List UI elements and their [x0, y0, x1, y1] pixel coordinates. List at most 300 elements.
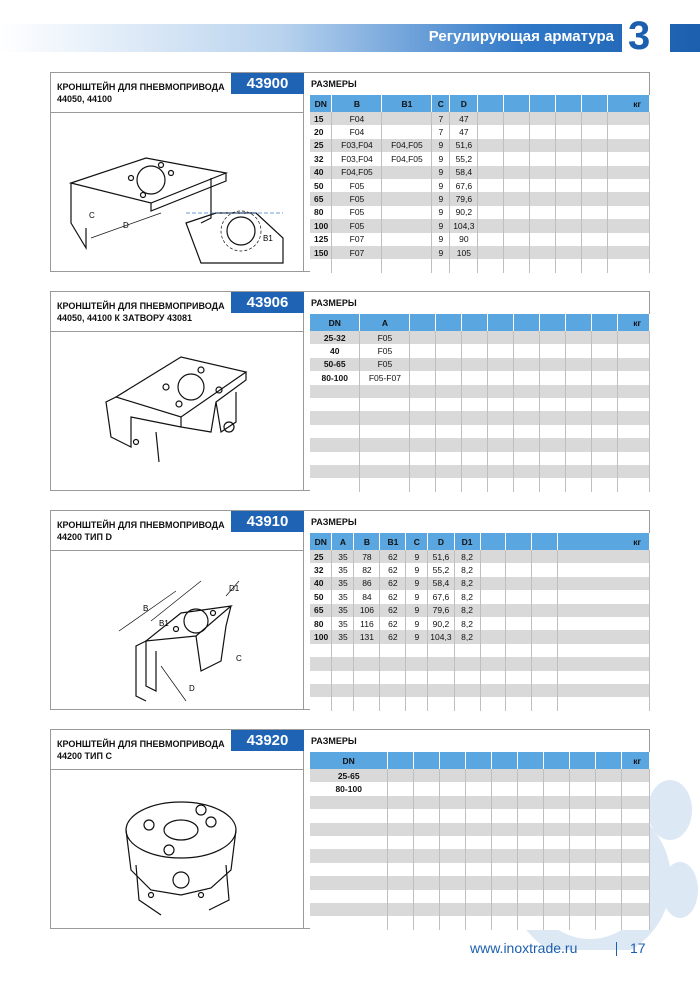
table-cell: [518, 903, 544, 916]
table-cell: [410, 344, 436, 357]
section-header-band: [0, 24, 700, 52]
table-cell: [608, 233, 650, 246]
table-row: [310, 371, 650, 384]
table-cell: [480, 604, 506, 617]
table-cell: [514, 358, 540, 371]
column-header: кг: [621, 752, 649, 769]
table-cell: [608, 219, 650, 232]
column-header: [556, 95, 582, 112]
table-cell: [488, 452, 514, 465]
table-cell: [514, 331, 540, 344]
column-header: [570, 752, 596, 769]
table-cell: [440, 836, 466, 849]
table-cell: [388, 823, 414, 836]
table-cell: [518, 823, 544, 836]
table-cell: [504, 166, 530, 179]
table-cell: [360, 425, 410, 438]
table-cell: [558, 577, 650, 590]
table-cell: [556, 246, 582, 259]
table-cell: [592, 411, 618, 424]
bracket-43910-icon: [51, 551, 304, 709]
column-header: [466, 752, 492, 769]
table-cell: [310, 259, 332, 272]
table-cell: [388, 903, 414, 916]
table-cell: [570, 890, 596, 903]
table-cell: 8,2: [454, 550, 480, 563]
table-cell: 9: [432, 152, 450, 165]
page-footer: [470, 940, 646, 956]
table-cell: [488, 465, 514, 478]
table-cell: 80: [310, 617, 332, 630]
table-row: [310, 890, 650, 903]
table-cell: [492, 796, 518, 809]
table-cell: [621, 782, 649, 795]
table-cell: [310, 478, 360, 491]
table-cell: [596, 863, 622, 876]
table-cell: [480, 590, 506, 603]
table-cell: [382, 233, 432, 246]
bracket-drawing: [51, 113, 304, 271]
table-row: [310, 125, 650, 138]
table-cell: [621, 876, 649, 889]
table-cell: [488, 478, 514, 491]
table-cell: [414, 836, 440, 849]
table-cell: 65: [310, 192, 332, 205]
table-cell: 86: [354, 577, 380, 590]
table-cell: 80-100: [310, 782, 388, 795]
table-cell: [414, 823, 440, 836]
table-cell: [410, 371, 436, 384]
table-cell: [556, 139, 582, 152]
table-cell: [504, 219, 530, 232]
table-cell: [492, 769, 518, 782]
table-row: [310, 823, 650, 836]
table-cell: [428, 644, 454, 657]
table-cell: [310, 644, 332, 657]
table-row: [310, 644, 650, 657]
table-cell: [466, 796, 492, 809]
table-cell: [410, 452, 436, 465]
product-block-43910: [50, 510, 650, 710]
table-cell: [380, 644, 406, 657]
dim-label-d: D: [123, 221, 129, 230]
table-cell: [608, 152, 650, 165]
table-cell: [310, 438, 360, 451]
table-cell: [596, 903, 622, 916]
table-cell: [354, 697, 380, 710]
table-row: [310, 152, 650, 165]
table-cell: [506, 657, 532, 670]
table-cell: [504, 152, 530, 165]
column-header: [592, 314, 618, 331]
table-cell: [310, 890, 388, 903]
table-cell: [617, 425, 649, 438]
table-cell: [462, 452, 488, 465]
table-row: [310, 604, 650, 617]
table-cell: [617, 398, 649, 411]
table-cell: [596, 782, 622, 795]
column-header: [488, 314, 514, 331]
table-cell: 9: [406, 617, 428, 630]
column-header: [492, 752, 518, 769]
table-cell: [454, 697, 480, 710]
table-cell: [621, 769, 649, 782]
table-cell: 20: [310, 125, 332, 138]
table-cell: [518, 916, 544, 929]
table-cell: [566, 371, 592, 384]
table-cell: [462, 344, 488, 357]
table-cell: [621, 916, 649, 929]
table-cell: [540, 465, 566, 478]
table-cell: [608, 192, 650, 205]
table-cell: [332, 644, 354, 657]
page-number: 17: [630, 940, 646, 956]
table-row: [310, 697, 650, 710]
table-cell: [406, 644, 428, 657]
table-cell: 7: [432, 112, 450, 125]
table-cell: [488, 331, 514, 344]
table-cell: [466, 809, 492, 822]
table-cell: [354, 657, 380, 670]
table-cell: [478, 259, 504, 272]
column-header: A: [360, 314, 410, 331]
table-cell: [310, 657, 332, 670]
table-cell: [310, 836, 388, 849]
table-cell: 8,2: [454, 590, 480, 603]
column-header: [462, 314, 488, 331]
product-name-line1: КРОНШТЕЙН ДЛЯ ПНЕВМОПРИВОДА: [57, 301, 225, 311]
table-cell: [354, 684, 380, 697]
table-cell: [582, 166, 608, 179]
table-cell: [570, 836, 596, 849]
table-cell: [514, 438, 540, 451]
table-cell: [478, 139, 504, 152]
table-cell: [530, 152, 556, 165]
table-cell: [608, 179, 650, 192]
table-cell: [570, 796, 596, 809]
table-cell: [558, 644, 650, 657]
table-cell: [492, 876, 518, 889]
table-cell: [596, 836, 622, 849]
website-link[interactable]: www.inoxtrade.ru: [470, 940, 578, 956]
table-cell: [558, 563, 650, 576]
table-cell: [440, 796, 466, 809]
dim-label-b1: B1: [159, 619, 169, 628]
bracket-43920-icon: [51, 770, 304, 928]
column-header: B: [332, 95, 382, 112]
table-cell: [488, 438, 514, 451]
table-cell: 50: [310, 590, 332, 603]
table-cell: [558, 657, 650, 670]
table-cell: 32: [310, 563, 332, 576]
table-cell: [454, 671, 480, 684]
table-cell: [592, 425, 618, 438]
table-cell: 9: [406, 550, 428, 563]
table-cell: [558, 550, 650, 563]
column-header: [388, 752, 414, 769]
table-cell: [462, 411, 488, 424]
table-cell: [532, 630, 558, 643]
table-cell: [428, 684, 454, 697]
dimensions-table: [310, 95, 650, 273]
table-cell: [518, 849, 544, 862]
table-cell: [466, 890, 492, 903]
table-cell: [621, 903, 649, 916]
table-cell: [332, 697, 354, 710]
bracket-drawing: [51, 770, 304, 928]
table-cell: [570, 863, 596, 876]
table-cell: [592, 371, 618, 384]
table-cell: [440, 903, 466, 916]
table-cell: [462, 358, 488, 371]
table-cell: [544, 863, 570, 876]
table-row: [310, 331, 650, 344]
table-cell: 78: [354, 550, 380, 563]
table-cell: [360, 385, 410, 398]
table-cell: [388, 890, 414, 903]
product-name-line2: 44050, 44100: [57, 94, 113, 104]
table-row: [310, 590, 650, 603]
table-cell: 32: [310, 152, 332, 165]
table-cell: [582, 259, 608, 272]
table-cell: [566, 358, 592, 371]
table-cell: 62: [380, 577, 406, 590]
table-cell: [540, 344, 566, 357]
table-cell: [530, 139, 556, 152]
table-cell: [462, 398, 488, 411]
table-row: [310, 809, 650, 822]
table-cell: [410, 331, 436, 344]
table-cell: 9: [432, 192, 450, 205]
column-header: B: [354, 533, 380, 550]
table-cell: [480, 550, 506, 563]
table-cell: 150: [310, 246, 332, 259]
product-name-line1: КРОНШТЕЙН ДЛЯ ПНЕВМОПРИВОДА: [57, 520, 225, 530]
table-cell: [608, 139, 650, 152]
table-cell: [617, 385, 649, 398]
table-cell: [462, 438, 488, 451]
table-cell: 9: [432, 179, 450, 192]
table-cell: 105: [450, 246, 478, 259]
table-cell: [592, 344, 618, 357]
table-cell: [414, 876, 440, 889]
table-cell: [310, 697, 332, 710]
table-cell: [566, 465, 592, 478]
table-cell: [540, 425, 566, 438]
column-header: D: [428, 533, 454, 550]
table-cell: F05: [332, 192, 382, 205]
table-cell: [462, 385, 488, 398]
column-header: кг: [558, 533, 650, 550]
table-cell: [388, 876, 414, 889]
table-cell: 55,2: [450, 152, 478, 165]
table-cell: 9: [406, 630, 428, 643]
table-cell: 40: [310, 166, 332, 179]
table-cell: [532, 604, 558, 617]
table-cell: F03,F04: [332, 139, 382, 152]
product-code: 43910: [231, 511, 304, 532]
table-cell: 125: [310, 233, 332, 246]
product-code: 43920: [231, 730, 304, 751]
table-cell: [544, 876, 570, 889]
table-cell: [544, 796, 570, 809]
table-cell: 104,3: [428, 630, 454, 643]
table-cell: 35: [332, 617, 354, 630]
table-cell: [556, 219, 582, 232]
table-cell: [310, 398, 360, 411]
table-cell: [540, 385, 566, 398]
table-cell: [566, 478, 592, 491]
column-header: D: [450, 95, 478, 112]
table-cell: [310, 849, 388, 862]
table-cell: 100: [310, 219, 332, 232]
table-cell: [592, 398, 618, 411]
table-cell: [518, 890, 544, 903]
column-header: DN: [310, 533, 332, 550]
table-cell: 35: [332, 590, 354, 603]
table-cell: [440, 823, 466, 836]
table-cell: [617, 411, 649, 424]
table-cell: [556, 125, 582, 138]
table-cell: [406, 671, 428, 684]
table-cell: [504, 112, 530, 125]
table-cell: 47: [450, 125, 478, 138]
product-code: 43906: [231, 292, 304, 313]
table-cell: 80: [310, 206, 332, 219]
table-cell: [504, 125, 530, 138]
table-cell: [406, 684, 428, 697]
table-cell: [592, 438, 618, 451]
table-cell: [478, 206, 504, 219]
table-cell: [596, 769, 622, 782]
table-cell: [480, 657, 506, 670]
table-cell: 82: [354, 563, 380, 576]
table-cell: [388, 796, 414, 809]
table-row: [310, 179, 650, 192]
table-row: [310, 550, 650, 563]
table-cell: F07: [332, 233, 382, 246]
table-row: [310, 769, 650, 782]
table-cell: [440, 876, 466, 889]
table-cell: 58,4: [428, 577, 454, 590]
table-cell: 90,2: [428, 617, 454, 630]
table-cell: [596, 849, 622, 862]
table-cell: [478, 112, 504, 125]
table-cell: F05: [332, 219, 382, 232]
table-cell: [514, 452, 540, 465]
table-cell: [582, 219, 608, 232]
table-row: [310, 849, 650, 862]
table-cell: [570, 876, 596, 889]
table-cell: [566, 385, 592, 398]
dim-label-d1: D1: [229, 584, 240, 593]
table-cell: [436, 438, 462, 451]
section-number-box: [622, 14, 670, 58]
table-row: [310, 563, 650, 576]
table-cell: [532, 697, 558, 710]
table-cell: [360, 438, 410, 451]
table-cell: [514, 411, 540, 424]
table-cell: 35: [332, 563, 354, 576]
table-cell: [382, 259, 432, 272]
table-cell: [488, 385, 514, 398]
table-row: [310, 166, 650, 179]
table-cell: [436, 358, 462, 371]
table-cell: 25-65: [310, 769, 388, 782]
table-cell: [360, 411, 410, 424]
table-cell: [592, 358, 618, 371]
table-row: [310, 863, 650, 876]
table-cell: [514, 385, 540, 398]
table-cell: [621, 849, 649, 862]
table-cell: [566, 398, 592, 411]
dimensions-label: РАЗМЕРЫ: [311, 79, 357, 89]
column-header: [596, 752, 622, 769]
table-cell: [617, 371, 649, 384]
table-cell: 100: [310, 630, 332, 643]
dimensions-table: [310, 314, 650, 492]
table-cell: [506, 604, 532, 617]
table-cell: [428, 671, 454, 684]
table-cell: [582, 179, 608, 192]
table-cell: [582, 233, 608, 246]
table-cell: [582, 112, 608, 125]
table-cell: [532, 563, 558, 576]
table-cell: [544, 769, 570, 782]
table-cell: [380, 697, 406, 710]
column-header: [478, 95, 504, 112]
table-cell: F03,F04: [332, 152, 382, 165]
table-cell: 25: [310, 550, 332, 563]
table-cell: [440, 849, 466, 862]
dimensions-label: РАЗМЕРЫ: [311, 517, 357, 527]
table-cell: [558, 671, 650, 684]
table-cell: F05: [360, 331, 410, 344]
table-row: [310, 358, 650, 371]
table-cell: [436, 452, 462, 465]
table-cell: [410, 465, 436, 478]
table-cell: [332, 684, 354, 697]
table-cell: [310, 903, 388, 916]
table-cell: [414, 769, 440, 782]
table-cell: [504, 192, 530, 205]
table-cell: [530, 192, 556, 205]
column-header: C: [406, 533, 428, 550]
table-row: [310, 836, 650, 849]
table-cell: 9: [432, 246, 450, 259]
column-header: [544, 752, 570, 769]
table-cell: [530, 219, 556, 232]
table-cell: [410, 398, 436, 411]
table-cell: [621, 796, 649, 809]
table-row: [310, 259, 650, 272]
table-cell: [354, 671, 380, 684]
table-cell: [544, 782, 570, 795]
table-cell: [596, 823, 622, 836]
table-cell: [478, 246, 504, 259]
table-cell: [436, 465, 462, 478]
table-cell: [506, 590, 532, 603]
column-header: кг: [617, 314, 649, 331]
table-cell: [354, 644, 380, 657]
table-row: [310, 876, 650, 889]
table-cell: [488, 344, 514, 357]
table-cell: [310, 671, 332, 684]
column-header: DN: [310, 314, 360, 331]
table-cell: [406, 697, 428, 710]
table-cell: [592, 478, 618, 491]
table-row: [310, 617, 650, 630]
